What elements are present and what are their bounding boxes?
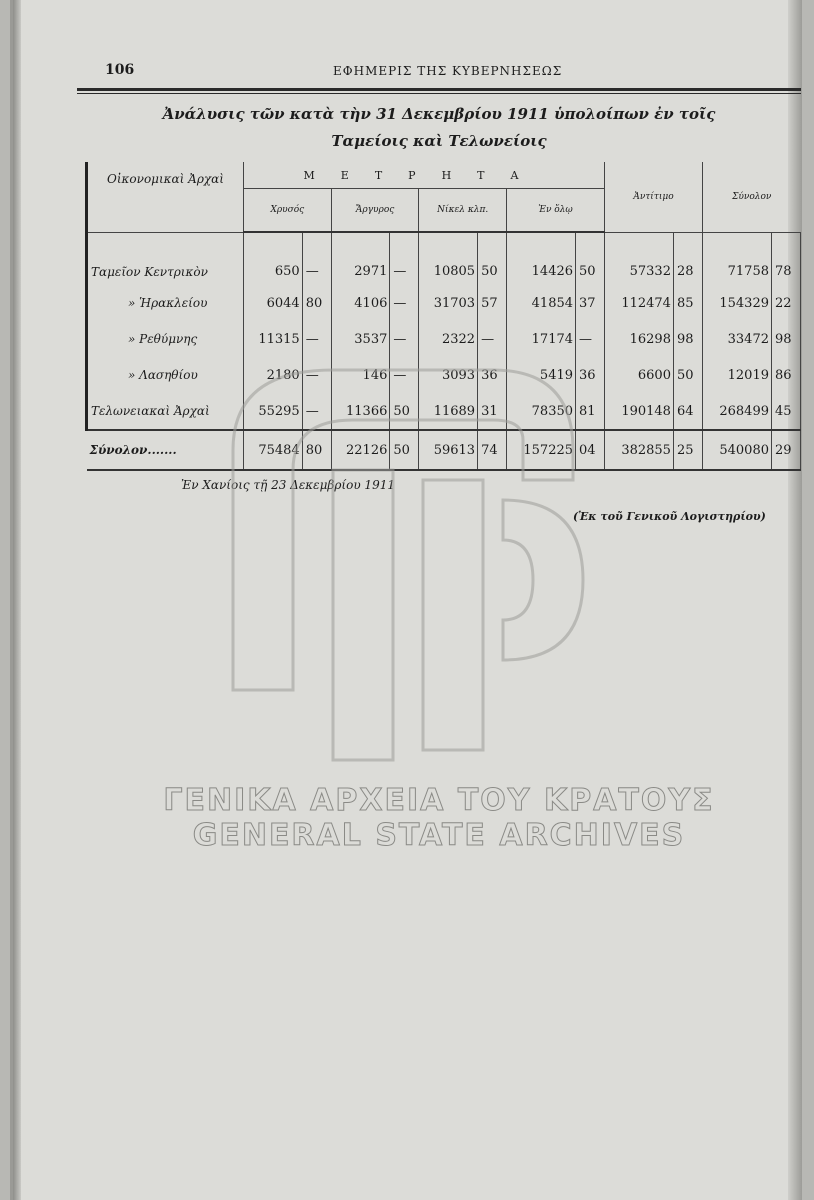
cell-gold-sub: 80 <box>302 285 331 321</box>
cell-total: 33472 <box>702 321 771 357</box>
cell-gold: 2180 <box>244 357 303 393</box>
cell-cash-sub: 81 <box>576 393 605 430</box>
cell-total-sub: 22 <box>772 285 801 321</box>
cell-total: 154329 <box>702 285 771 321</box>
column-header-equivalent: Ἀντίτιμο <box>605 162 703 232</box>
total-grand: 540080 <box>702 430 771 470</box>
total-silver: 22126 <box>331 430 390 470</box>
cell-nickel: 31703 <box>419 285 478 321</box>
cell-gold-sub: — <box>302 232 331 285</box>
total-gold: 75484 <box>244 430 303 470</box>
total-equiv: 382855 <box>605 430 674 470</box>
total-gold-sub: 80 <box>302 430 331 470</box>
document-page <box>10 0 802 1200</box>
cell-nickel: 2322 <box>419 321 478 357</box>
cell-total-sub: 78 <box>772 232 801 285</box>
cell-gold-sub: — <box>302 321 331 357</box>
table-row <box>87 232 801 285</box>
row-office: Τελωνειακαὶ Ἀρχαὶ <box>87 393 244 430</box>
cell-nickel-sub: — <box>478 321 507 357</box>
cell-gold: 650 <box>244 232 303 285</box>
row-office: » Ρεθύμνης <box>87 321 244 357</box>
header-rule <box>77 88 801 91</box>
cell-cash-sub: 36 <box>576 357 605 393</box>
cell-silver: 146 <box>331 357 390 393</box>
column-header-grand-total: Σύνολον <box>702 162 800 232</box>
cell-silver-sub: — <box>390 357 419 393</box>
cell-gold: 55295 <box>244 393 303 430</box>
cell-silver-sub: 50 <box>390 393 419 430</box>
table-title: Ἀνάλυσις τῶν κατὰ τὴν 31 Δεκεμβρίου 1911 ὑπολοίπων ἐν τοῖς <box>162 105 716 123</box>
table-subtitle: Ταμείοις καὶ Τελωνείοις <box>331 132 547 150</box>
cell-total: 12019 <box>702 357 771 393</box>
total-grand-sub: 29 <box>772 430 801 470</box>
cell-gold-sub: — <box>302 357 331 393</box>
cell-silver-sub: — <box>390 232 419 285</box>
cell-cash-sub: 37 <box>576 285 605 321</box>
total-cash: 157225 <box>507 430 576 470</box>
cell-nickel: 3093 <box>419 357 478 393</box>
cell-cash: 17174 <box>507 321 576 357</box>
cell-equiv: 6600 <box>605 357 674 393</box>
page-binding <box>13 0 21 1200</box>
cell-cash-sub: 50 <box>576 232 605 285</box>
cell-nickel-sub: 36 <box>478 357 507 393</box>
total-equiv-sub: 25 <box>673 430 702 470</box>
cell-cash: 5419 <box>507 357 576 393</box>
cell-equiv: 112474 <box>605 285 674 321</box>
cell-nickel-sub: 31 <box>478 393 507 430</box>
archive-logo-watermark <box>193 330 613 770</box>
cell-equiv-sub: 85 <box>673 285 702 321</box>
cell-nickel-sub: 50 <box>478 232 507 285</box>
row-office: Ταμεῖον Κεντρικὸν <box>87 232 244 285</box>
cell-equiv: 190148 <box>605 393 674 430</box>
cell-cash: 78350 <box>507 393 576 430</box>
cell-nickel: 10805 <box>419 232 478 285</box>
total-nickel-sub: 74 <box>478 430 507 470</box>
column-header-metrita: ΜΕΤΡΗΤΑ <box>244 162 605 189</box>
cell-equiv: 57332 <box>605 232 674 285</box>
table-row <box>87 285 801 321</box>
cell-equiv-sub: 64 <box>673 393 702 430</box>
cell-equiv-sub: 98 <box>673 321 702 357</box>
row-office: » Ἡρακλείου <box>87 285 244 321</box>
running-head: ΕΦΗΜΕΡΙΣ ΤΗΣ ΚΥΒΕΡΝΗΣΕΩΣ <box>333 64 563 78</box>
cell-nickel: 11689 <box>419 393 478 430</box>
header-rule-thin <box>77 93 801 94</box>
column-header-silver: Ἄργυρος <box>331 189 419 233</box>
cell-cash: 41854 <box>507 285 576 321</box>
page-number: 106 <box>105 62 135 78</box>
cell-total-sub: 86 <box>772 357 801 393</box>
column-header-gold: Χρυσός <box>244 189 332 233</box>
cell-silver-sub: — <box>390 321 419 357</box>
cell-equiv-sub: 28 <box>673 232 702 285</box>
cell-equiv-sub: 50 <box>673 357 702 393</box>
cell-nickel-sub: 57 <box>478 285 507 321</box>
cell-total: 268499 <box>702 393 771 430</box>
total-cash-sub: 04 <box>576 430 605 470</box>
column-header-office: Οἰκονομικαὶ Ἀρχαὶ <box>87 162 244 232</box>
watermark-english: GENERAL STATE ARCHIVES <box>192 818 686 853</box>
cell-gold: 6044 <box>244 285 303 321</box>
cell-silver: 2971 <box>331 232 390 285</box>
cell-cash-sub: — <box>576 321 605 357</box>
row-office: » Λασηθίου <box>87 357 244 393</box>
column-header-nickel: Νίκελ κλπ. <box>419 189 507 233</box>
cell-equiv: 16298 <box>605 321 674 357</box>
cell-cash: 14426 <box>507 232 576 285</box>
cell-silver: 11366 <box>331 393 390 430</box>
signature-line: (Ἐκ τοῦ Γενικοῦ Λογιστηρίου) <box>573 510 766 523</box>
total-silver-sub: 50 <box>390 430 419 470</box>
cell-silver: 4106 <box>331 285 390 321</box>
watermark-greek: ΓΕΝΙΚΑ ΑΡΧΕΙΑ ΤΟΥ ΚΡΑΤΟΥΣ <box>163 783 715 818</box>
cell-total: 71758 <box>702 232 771 285</box>
cell-gold-sub: — <box>302 393 331 430</box>
cell-gold: 11315 <box>244 321 303 357</box>
cell-total-sub: 98 <box>772 321 801 357</box>
total-label: Σύνολον....... <box>87 430 244 470</box>
cell-silver-sub: — <box>390 285 419 321</box>
column-header-total-cash: Ἐν ὅλῳ <box>507 189 605 233</box>
cell-total-sub: 45 <box>772 393 801 430</box>
total-nickel: 59613 <box>419 430 478 470</box>
place-date: Ἐν Χανίοις τῇ 23 Δεκεμβρίου 1911 <box>181 478 395 492</box>
cell-silver: 3537 <box>331 321 390 357</box>
